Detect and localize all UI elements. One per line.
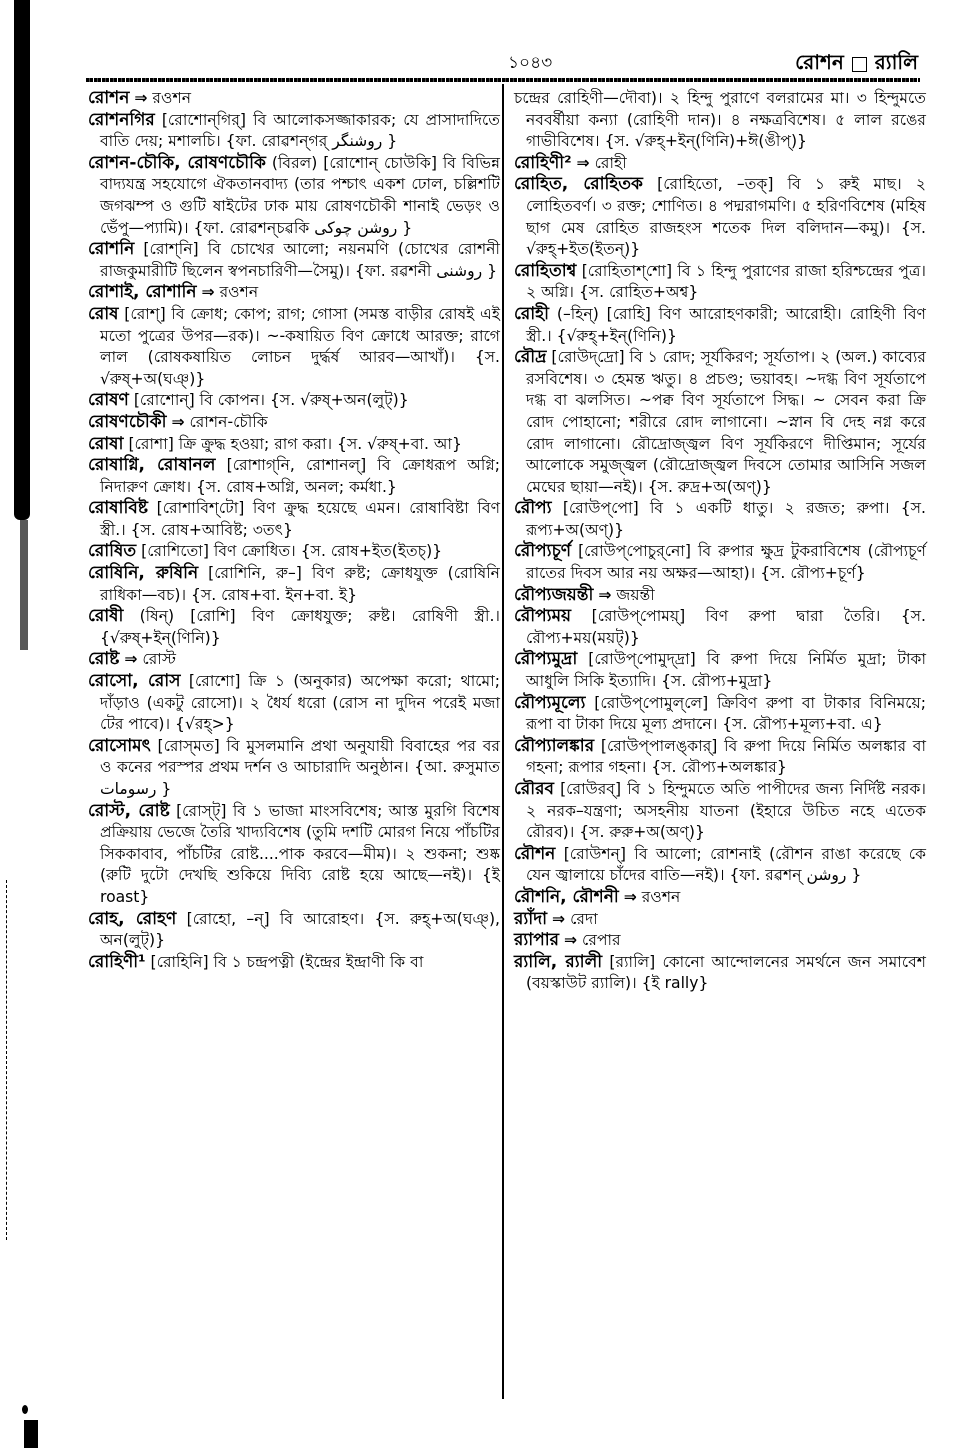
cross-reference-arrow-icon: ⇒	[576, 153, 590, 172]
dictionary-entry	[514, 153, 926, 175]
definition-text: [রোশাগ্‌নি, রোশানল্] বি ক্রোধরূপ অগ্নি; নিদারুণ ক্রোধ। {স. রোষ+অগ্নি, অনল; কর্মধা.}	[100, 456, 500, 496]
dictionary-entry	[514, 887, 926, 909]
headword: রোহী	[514, 303, 549, 324]
headword: রৌদ্র	[514, 347, 547, 368]
book-spine-shadow-lower	[20, 520, 28, 650]
definition-text: [রোউদ্‌দ্রো] বি ১ রোদ; সূর্যকিরণ; সূর্যতাপ। ২ (অল.) কাব্যের রসবিশেষ। ৩ হেমন্ত ঋতু। ৪ প্রচণ্ড; ভয়াবহ। ~দগ্ধ বিণ সূর্যতাপে দগ্ধ বা ঝলসিত। ~পক্ব বিণ সূর্যতাপে সিদ্ধ। ~ সেবন করা ক্রি রোদ পোহানো; শরীরে রোদ লাগানো। ~স্নান বি দেহ নগ্ন করে রোদ লাগানো। রৌদ্রোজ্জ্বল বিণ সূর্যকিরণে দীপ্তিমান; সূর্যের আলোকে সমুজ্জ্বল (রৌদ্রোজ্জ্বল দিবসে তোমার আসিনি সজল মেঘের ছায়া—নই)। {স. রুদ্র+অ(অণ্)}	[526, 348, 926, 496]
book-spine-shadow	[14, 0, 30, 520]
cross-reference-target: রোস্ট	[142, 650, 176, 669]
headword: রৌরব	[514, 779, 554, 799]
definition-text: [রোশা] ক্রি ক্রুদ্ধ হওয়া; রাগ করা। {স. √রুষ্‌+বা. আ}	[128, 434, 462, 453]
headword: রোষা	[88, 433, 124, 454]
cross-reference-target: রেদা	[570, 909, 598, 928]
dictionary-entry	[514, 541, 926, 584]
definition-text: (ষিন্) [রোশি] বিণ ক্রোধযুক্ত; রুষ্ট। রোষিণী স্ত্রী.। {√রুষ্‌+ইন্(ণিনি)}	[100, 607, 500, 647]
headword: রোষাগ্নি, রোষানল	[88, 455, 216, 476]
headword: রোশন	[88, 88, 130, 108]
headword: রোষণচৌকী	[88, 411, 167, 432]
dictionary-entry	[514, 779, 926, 844]
headword: রৌপ্যমূল্যে	[514, 692, 586, 713]
definition-text: [রোহিতো, –তক্] বি ১ রুই মাছ। ২ লোহিতবর্ণ। ৩ রক্ত; শোণিত। ৪ পদ্মরাগমণি। ৫ হরিণবিশেষ (মহিষ ছাগ মেষ রোহিত রাজহংস শতেক দিল বলিদান—কমু)। {স. √রুহ্‌+ইত(ইতন্)}	[526, 175, 926, 259]
dictionary-entry	[514, 952, 926, 995]
right-column	[514, 88, 926, 995]
dictionary-entry	[514, 347, 926, 498]
cross-reference-target: রওশন	[219, 283, 259, 302]
definition-text: [রোউপ্‌পালঙ্‌কার্] বি রুপা দিয়ে নির্মিত অলঙ্কার বা গহনা; রূপার গহনা। {স. রৌপ্য+অলঙ্কার}	[526, 736, 926, 777]
dictionary-entry	[88, 801, 500, 909]
definition-text: [রোশাবিশ্‌টো] বিণ ক্রুদ্ধ হয়েছে এমন। রোষাবিষ্টা বিণ স্ত্রী.। {স. রোষ+আবিষ্ট; ৩তৎ}	[100, 499, 500, 539]
left-column	[88, 88, 500, 973]
dictionary-entry	[514, 909, 926, 931]
definition-text: [রোউপ্‌পোচুর্‌নো] বি রুপার ক্ষুদ্র টুকরাবিশেষ (রৌপ্যচূর্ণ রাতের দিবস আর নয় অক্ষর—আহা)। {স. রৌপ্য+চূর্ণ}	[526, 542, 926, 583]
headword: রৌশন	[514, 843, 556, 864]
dictionary-entry	[514, 304, 926, 347]
definition-text: [রোশ্] বি ক্রোধ; কোপ; রাগ; গোসা (সমস্ত বাড়ীর রোষই এই মতো পুত্রের উপর—রক)। ~-কষায়িত বিণ ক্রোধে আরক্ত; রাগে লাল (রোষকষায়িত লোচন দুর্দ্ধর্ষ আরব—আখাঁ)। {স. √রুষ্‌+অ(ঘঞ্‌)}	[100, 304, 500, 388]
header-rule	[86, 78, 920, 82]
dictionary-entry	[88, 239, 500, 282]
headword: রৌপ্যময়	[514, 606, 572, 627]
dictionary-entry	[88, 606, 500, 649]
definition-text: [রোশোন্‌গির্] বি আলোকসজ্জাকারক; যে প্রাসাদাদিতে বাতি দেয়; মশালচি। {ফা. রোৱশন্‌গর্ روشنگر }	[100, 110, 500, 151]
cross-reference-arrow-icon: ⇒	[171, 412, 185, 431]
definition-text: (বিরল) [রোশোন্‌ চোউকি] বি বিভিন্ন বাদ্যযন্ত্র সহযোগে ঐকতানবাদ্য (তার পশ্চাৎ একশ ঢোল, চল্লিশটি জগঝম্প ও গুটি ষাইটের ঢাক মায় রোষণচৌকী শানাই ভেড়ং ও ভেঁপু—প্যামি)। {ফা. রোৱশন্‌চৱকি روشن چوکی }	[100, 153, 500, 237]
dictionary-entry	[88, 498, 500, 541]
dictionary-entry	[88, 153, 500, 239]
guide-word-last: র‍্যালি	[874, 50, 918, 74]
dictionary-entry	[88, 88, 500, 110]
headword: রোশাই, রোশানি	[88, 282, 197, 303]
page-number: ১০৪৩	[508, 53, 553, 73]
cross-reference-target: জয়ন্তী	[616, 585, 655, 604]
definition-text: চন্দ্রের রোহিণী—দৌবা)। ২ হিন্দু পুরাণে বলরামের মা। ৩ হিন্দুমতে নববর্ষীয়া কন্যা (রোহিণী দান)। ৪ নক্ষত্রবিশেষ। ৫ লাল রঙের গাভীবিশেষ। {স. √রুহ্‌+ইন্(ণিনি)+ঈ(ঙীপ্)}	[514, 89, 926, 151]
dictionary-entry	[88, 649, 500, 671]
headword: রোষাবিষ্ট	[88, 498, 148, 519]
headword: রোহ, রোহণ	[88, 908, 177, 929]
headword: রোসোমৎ	[88, 735, 151, 756]
definition-text: [রোহিনি] বি ১ চন্দ্রপত্নী (ইন্দ্রের ইন্দ্রাণী কি বা	[150, 952, 424, 971]
dictionary-entry	[88, 563, 500, 606]
headword: রৌপ্যমুদ্রা	[514, 649, 578, 670]
dictionary-entry	[88, 390, 500, 412]
headword: রোষিত	[88, 541, 137, 562]
definition-text: [র‍্যালি] কোনো আন্দোলনের সমর্থনে জন সমাবেশ (বয়স্কাউট র‍্যালি)। {ই rally}	[526, 952, 926, 993]
cross-reference-arrow-icon: ⇒	[598, 585, 612, 604]
dictionary-entry	[88, 110, 500, 153]
cross-reference-target: রোহী	[594, 153, 627, 172]
headword: রোশন-চৌকি, রোষণচৌকি	[88, 152, 266, 173]
cross-reference-arrow-icon: ⇒	[134, 89, 148, 107]
headword: রৌশনি, রৌশনী	[514, 886, 619, 907]
definition-text: (–হিন্) [রোহি] বিণ আরোহণকারী; আরোহী। রোহিণী বিণ স্ত্রী.। {√রুহ্‌+ইন্(ণিনি)}	[526, 304, 926, 345]
cross-reference-arrow-icon: ⇒	[564, 931, 578, 950]
dictionary-entry	[88, 671, 500, 736]
headword: রোষিনি, রুষিনি	[88, 563, 199, 584]
dictionary-entry	[514, 88, 926, 153]
page-edge-mark	[6, 880, 8, 1240]
definition-text: [রোউপ্‌পো] বি ১ একটি ধাতু। ২ রজত; রুপা। {স. রূপ্য+অ(অণ্)}	[526, 499, 926, 539]
definition-text: [রোশোন্] বি কোপন। {স. √রুষ্‌+অন(লুট্‌)}	[133, 391, 409, 410]
cross-reference-arrow-icon: ⇒	[201, 283, 215, 302]
dictionary-entry	[514, 844, 926, 887]
scan-artifact	[24, 1420, 38, 1448]
dictionary-entry	[514, 174, 926, 260]
headword: রোস্ট, রোষ্ট	[88, 800, 170, 821]
headword: র‍্যালি, র‍্যালী	[514, 951, 603, 972]
headword: রৌপ্যজয়ন্তী	[514, 584, 594, 605]
dictionary-entry	[514, 736, 926, 779]
headword: রোষ্ট	[88, 649, 120, 670]
dictionary-entry	[88, 952, 500, 974]
cross-reference-arrow-icon: ⇒	[552, 909, 566, 928]
definition-text: [রোউরব্] বি ১ হিন্দুমতে অতি পাপীদের জন্য নির্দিষ্ট নরক। ২ নরক–যন্ত্রণা; অসহনীয় যাতনা (ইহারে উচিত নহে এতেক রৌরব)। {স. রুরু+অ(অণ্)}	[526, 780, 926, 842]
definition-text: [রোশিতো] বিণ ক্রোধিত। {স. রোষ+ইত(ইতচ্‌)}	[141, 542, 443, 561]
cross-reference-arrow-icon: ⇒	[124, 650, 138, 669]
headword: রোহিতাশ্ব	[514, 260, 577, 281]
dictionary-entry	[88, 434, 500, 456]
headword: রোষী	[88, 606, 124, 627]
definition-text: [রোস্‌মত] বি মুসলমানি প্রথা অনুযায়ী বিবাহের পর বর ও কনের পরস্পর প্রথম দর্শন ও আচারাদি অনুষ্ঠান। {আ. রুসুমাত رسومات }	[100, 736, 500, 798]
headword: রোসো, রোস	[88, 671, 181, 692]
cross-reference-target: রওশন	[152, 89, 191, 107]
cross-reference-target: রোশন-চৌকি	[189, 412, 268, 431]
guide-word-first: রোশন	[795, 50, 844, 74]
definition-text: [রোশো] ক্রি ১ (অনুকার) অপেক্ষা করো; থামো; দাঁড়াও (একটু রোসো)। ২ ধৈর্য ধরো (রোস না দুদিন পরেই মজা টের পাবে)। {√রহ্‌>}	[100, 672, 500, 734]
cross-reference-target: রেপার	[582, 931, 621, 950]
definition-text: [রোস্‌ট্] বি ১ ভাজা মাংসবিশেষ; আস্ত মুরগি বিশেষ প্রক্রিয়ায় ভেজে তৈরি খাদ্যবিশেষ (তুমি দশটি মোরগ নিয়ে পাঁচটির সিককাবাব, পাঁচটির রোষ্ট....পাক করবে—মীম)। ২ শুকনা; শুষ্ক (রুটি দুটো দেখছি শুকিয়ে দিব্যি রোষ্ট হয়ে আছে—নই)। {ই roast}	[100, 801, 500, 906]
scan-artifact	[22, 1405, 28, 1414]
dictionary-entry	[514, 498, 926, 541]
page-header	[88, 48, 918, 74]
dictionary-entry	[514, 585, 926, 607]
headword: রৌপ্যালঙ্কার	[514, 735, 595, 756]
definition-text: [রোশ্‌নি] বি চোখের আলো; নয়নমণি (চোখের রোশনী রাজকুমারীটি ছিলেন স্বপনচারিণী—সৈমু)। {ফা. রৱশনী روشنی }	[100, 240, 500, 280]
cross-reference-target: রওশন	[641, 887, 681, 906]
definition-text: [রোউপ্‌পোময়্] বিণ রুপা দ্বারা তৈরি। {স. রৌপ্য+ময়(ময়ট্)}	[526, 607, 927, 647]
headword: রৌপ্য	[514, 498, 552, 519]
dictionary-entry	[514, 606, 926, 649]
column-divider	[502, 84, 504, 1399]
dictionary-entry	[88, 412, 500, 434]
dictionary-entry	[514, 693, 926, 736]
headword: রোষণ	[88, 390, 129, 411]
dictionary-entry	[88, 541, 500, 563]
guide-words	[795, 48, 918, 81]
dictionary-entry	[88, 282, 500, 304]
headword: রোহিত, রোহিতক	[514, 174, 643, 195]
definition-text: [রোউপ্‌পোমুল্‌লে] ক্রিবিণ রুপা বা টাকার বিনিময়ে; রূপা বা টাকা দিয়ে মূল্য প্রদানে। {স. রৌপ্য+মূল্য+বা. এ}	[526, 693, 926, 734]
cross-reference-arrow-icon: ⇒	[623, 887, 637, 906]
dictionary-entry	[514, 930, 926, 952]
headword: রোষ	[88, 303, 119, 324]
definition-text: [রোহিতাশ্‌শো] বি ১ হিন্দু পুরাণের রাজা হরিশ্চন্দ্রের পুত্র। ২ অগ্নি। {স. রোহিত+অশ্ব}	[526, 261, 926, 302]
dictionary-entry	[514, 649, 926, 692]
definition-text: [রোহো, –ন্] বি আরোহণ। {স. রুহ্‌+অ(ঘঞ্‌), অন(লুট্‌)}	[100, 909, 500, 950]
definition-text: [রোউশন্] বি আলো; রোশনাই (রৌশন রাঙা করেছে কে যেন জ্বালায়ে চাঁদের বাতি—নই)। {ফা. রৱশন্ روشن }	[526, 844, 926, 885]
definition-text: [রোশিনি, রু–] বিণ রুষ্ট; ক্রোধযুক্ত (রোষিনি রাধিকা—বচ)। {স. রোষ+বা. ইন+বা. ই}	[100, 564, 500, 604]
headword: রোশনগির	[88, 109, 155, 130]
dictionary-entry	[514, 261, 926, 304]
dictionary-entry	[88, 736, 500, 801]
separator-box-icon	[852, 57, 867, 72]
dictionary-entry	[88, 455, 500, 498]
headword: র‍্যাপার	[514, 930, 560, 951]
headword: রোহিণী²	[514, 152, 572, 173]
definition-text: [রোউপ্‌পোমুদ্‌দ্রা] বি রুপা দিয়ে নির্মিত মুদ্রা; টাকা আধুলি সিকি ইত্যাদি। {স. রৌপ্য+মুদ্রা}	[526, 650, 926, 691]
headword: র‍্যাঁদা	[514, 908, 548, 929]
dictionary-entry	[88, 304, 500, 390]
headword: রৌপ্যচূর্ণ	[514, 541, 572, 562]
headword: রোহিণী¹	[88, 951, 146, 972]
headword: রোশনি	[88, 239, 135, 260]
dictionary-entry	[88, 909, 500, 952]
